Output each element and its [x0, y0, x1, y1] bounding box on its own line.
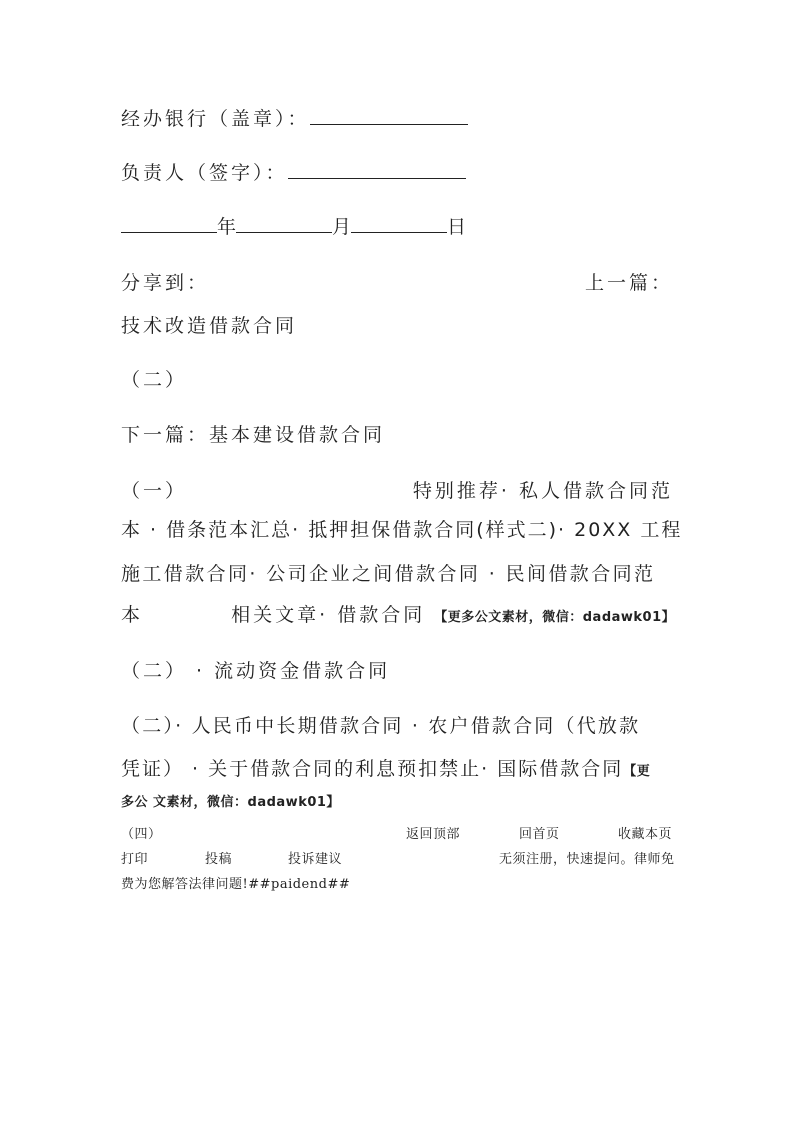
recommend-row-3[interactable]: 施工借款合同· 公司企业之间借款合同 · 民间借款合同范 — [121, 563, 656, 585]
promo-note-1: 【更多公文素材，微信：dadawk01】 — [434, 610, 676, 625]
back-to-top-link[interactable]: 返回顶部 — [406, 827, 461, 842]
footer-section-label: （四） — [121, 827, 162, 842]
recommend-label[interactable]: 特别推荐· 私人借款合同范 — [412, 480, 673, 502]
year-label: 年 — [217, 216, 237, 238]
date-line — [121, 214, 673, 239]
responsible-sign-label: 负责人（签字）： — [121, 162, 288, 184]
next-article-link[interactable]: 下一篇：基本建设借款合同 — [121, 424, 386, 446]
submit-link[interactable]: 投稿 — [205, 852, 233, 867]
legal-promo-line-1: 无须注册，快速提问。律师免 — [499, 852, 675, 867]
promo-note-2-end: 多公 文素材，微信：dadawk01】 — [121, 795, 340, 810]
favorite-link[interactable]: 收藏本页 — [618, 827, 673, 842]
share-row — [121, 271, 673, 295]
recommend-prefix: （一） — [121, 480, 188, 502]
responsible-sign-line — [121, 160, 673, 185]
complaint-link[interactable]: 投诉建议 — [288, 852, 343, 867]
share-label: 分享到： — [121, 272, 210, 294]
recommend-row-4-start: 本 — [121, 604, 144, 626]
related-articles-label[interactable]: 相关文章· 借款合同 — [231, 604, 426, 626]
responsible-sign-blank — [288, 160, 466, 179]
year-blank — [121, 214, 217, 233]
legal-promo-line-2: 费为您解答法律问题!##paidend## — [121, 877, 351, 892]
recommend-row-2[interactable]: 本 · 借条范本汇总· 抵押担保借款合同(样式二)· 20XX 工程 — [121, 519, 683, 541]
day-label: 日 — [447, 216, 467, 238]
related-row-2[interactable]: （二）· 人民币中长期借款合同 · 农户借款合同（代放款 — [121, 715, 641, 737]
related-row-3 — [121, 757, 673, 784]
bank-seal-blank — [310, 106, 468, 125]
bank-seal-line — [121, 106, 673, 131]
prev-article-label: 上一篇： — [584, 272, 673, 294]
bank-seal-label: 经办银行（盖章）： — [121, 108, 310, 130]
prev-article-suffix: （二） — [121, 369, 188, 391]
month-blank — [236, 214, 332, 233]
related-row-1[interactable]: （二） · 流动资金借款合同 — [121, 660, 391, 682]
next-article-line[interactable] — [121, 423, 673, 447]
promo-note-2-start: 【更 — [623, 764, 651, 779]
day-blank — [351, 214, 447, 233]
prev-article-title[interactable] — [121, 314, 673, 338]
prev-article-link[interactable]: 技术改造借款合同 — [121, 315, 298, 337]
home-link[interactable]: 回首页 — [519, 827, 560, 842]
print-link[interactable]: 打印 — [121, 852, 149, 867]
recommend-row-1 — [121, 479, 673, 503]
related-row-3-text[interactable]: 凭证） · 关于借款合同的利息预扣禁止· 国际借款合同 — [121, 758, 624, 780]
month-label: 月 — [332, 216, 352, 238]
recommend-row-4 — [121, 603, 676, 630]
